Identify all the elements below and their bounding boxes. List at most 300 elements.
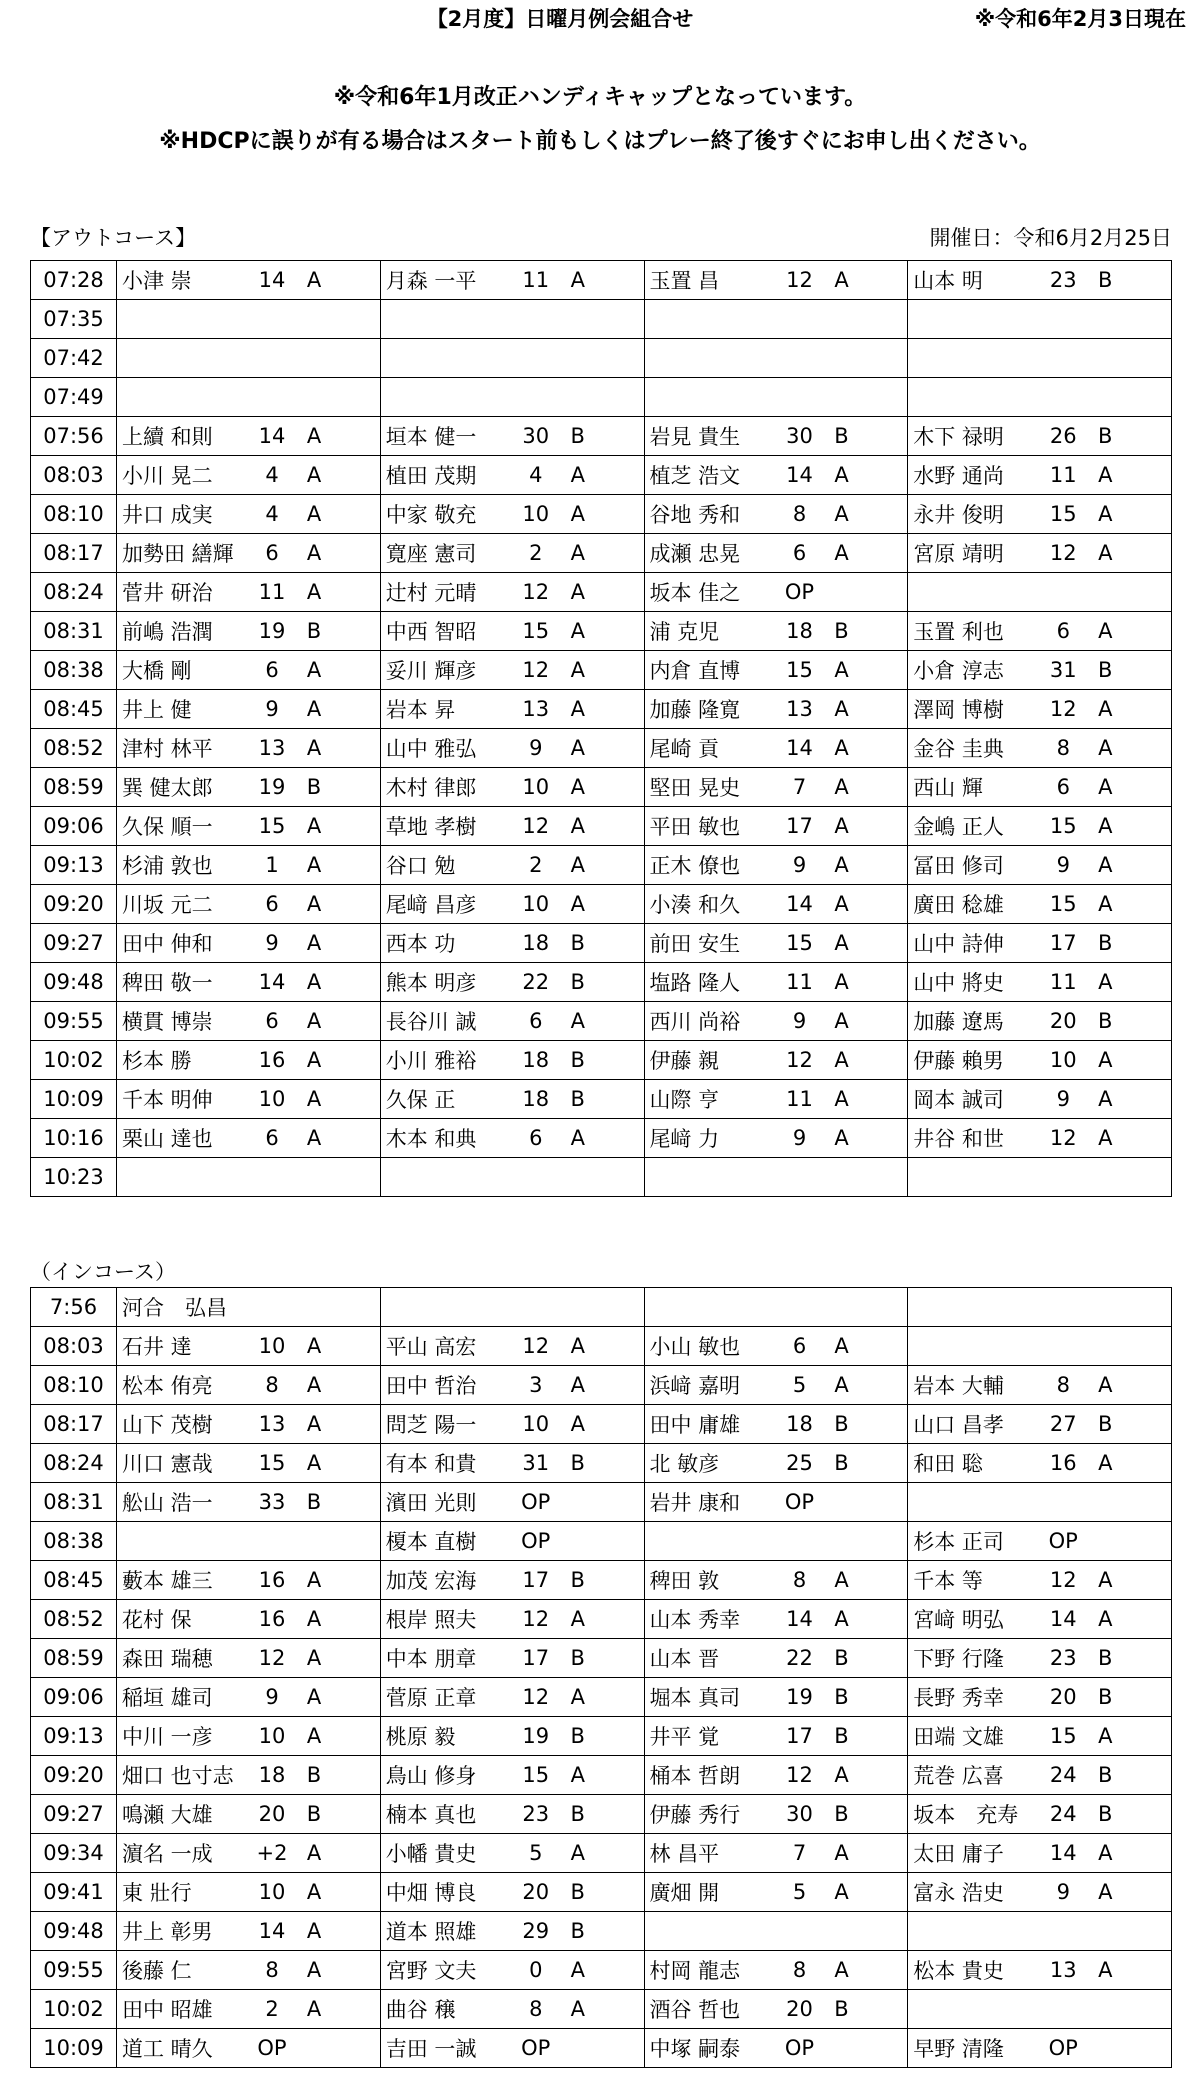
player-name: 月森 一平 (385, 269, 477, 293)
table-row (31, 1756, 1172, 1795)
player-name: 濵名 一成 (122, 1842, 213, 1866)
player-slot (380, 1158, 644, 1197)
player-handicap: 18 (522, 1087, 550, 1111)
player-name: 舩山 浩一 (122, 1491, 213, 1515)
player-name: 廣畑 開 (649, 1881, 720, 1905)
player-class: A (570, 1607, 585, 1631)
player-slot (117, 1158, 381, 1197)
table-row (31, 1119, 1172, 1158)
player-name: 畑口 也寸志 (122, 1764, 234, 1788)
player-slot (644, 690, 908, 729)
player-name: 小川 雅裕 (385, 1049, 477, 1073)
player-slot (644, 1990, 908, 2029)
player-slot (908, 1756, 1172, 1795)
table-row (31, 1795, 1172, 1834)
tee-time: 08:52 (31, 1600, 117, 1639)
player-class: A (834, 1009, 849, 1033)
player-class: A (306, 1048, 322, 1072)
event-date: 開催日：令和6月2月25日 (929, 226, 1172, 250)
table-row (31, 1522, 1172, 1561)
player-handicap: OP (784, 1490, 815, 1514)
player-handicap: 16 (1049, 1451, 1077, 1475)
player-class: A (834, 268, 849, 292)
player-class: A (306, 1607, 322, 1631)
player-handicap: OP (1048, 2036, 1078, 2060)
player-handicap: 6 (529, 1009, 543, 1033)
player-name: 金嶋 正人 (913, 815, 1004, 839)
player-handicap: 27 (1049, 1412, 1077, 1436)
player-name: 山中 詩伸 (913, 932, 1004, 956)
player-handicap: +2 (256, 1841, 288, 1865)
player-handicap: 12 (522, 1334, 550, 1358)
player-class: A (306, 268, 322, 292)
player-name: 伊藤 親 (649, 1049, 720, 1073)
player-slot (117, 456, 381, 495)
player-slot (380, 729, 644, 768)
player-slot (908, 807, 1172, 846)
player-slot (117, 807, 381, 846)
player-handicap: 8 (1056, 1373, 1070, 1397)
player-slot (644, 1002, 908, 1041)
tee-time: 09:13 (31, 846, 117, 885)
player-slot (380, 1405, 644, 1444)
player-class: A (570, 736, 585, 760)
player-handicap: 8 (1056, 736, 1070, 760)
player-name: 尾崎 貢 (649, 737, 720, 761)
player-name: 中川 一彦 (122, 1725, 213, 1749)
player-name: 大橋 剛 (122, 659, 192, 683)
player-class: A (570, 814, 585, 838)
player-handicap: 15 (258, 1451, 286, 1475)
player-name: 山下 茂樹 (122, 1413, 213, 1437)
player-slot (380, 456, 644, 495)
player-class: A (570, 268, 585, 292)
player-name: 菅原 正章 (385, 1686, 477, 1710)
player-name: 下野 行隆 (913, 1647, 1004, 1671)
player-name: 吉田 一誠 (385, 2037, 477, 2061)
player-slot (117, 924, 381, 963)
player-slot (380, 1678, 644, 1717)
player-slot (908, 1041, 1172, 1080)
player-class: A (1098, 1451, 1113, 1475)
player-class: B (570, 1451, 585, 1475)
player-class: B (1098, 931, 1113, 955)
player-slot (908, 1951, 1172, 1990)
player-class: B (834, 1997, 849, 2021)
player-name: 前田 安生 (649, 932, 741, 956)
player-handicap: 15 (258, 814, 286, 838)
player-handicap: 9 (792, 1009, 807, 1033)
tee-time: 08:38 (31, 1522, 117, 1561)
player-handicap: 10 (258, 1087, 286, 1111)
player-handicap: 9 (1056, 1087, 1070, 1111)
player-name: 廣田 稔雄 (913, 893, 1004, 917)
player-name: 酒谷 哲也 (649, 1998, 741, 2022)
player-handicap: 12 (522, 1685, 550, 1709)
table-row (31, 1327, 1172, 1366)
player-name: 小津 崇 (122, 269, 192, 293)
player-class: A (306, 658, 322, 682)
player-class: A (834, 1841, 849, 1865)
player-slot (644, 573, 908, 612)
player-handicap: 12 (1049, 1126, 1077, 1150)
tee-time: 08:10 (31, 1366, 117, 1405)
player-slot (117, 1561, 381, 1600)
player-class: A (570, 658, 585, 682)
player-name: 楠本 真也 (385, 1803, 477, 1827)
player-slot (644, 612, 908, 651)
tee-time: 09:55 (31, 1002, 117, 1041)
player-handicap: 14 (786, 736, 813, 760)
player-class: A (1098, 775, 1113, 799)
player-slot (908, 690, 1172, 729)
player-class: A (834, 892, 849, 916)
player-slot (908, 1639, 1172, 1678)
player-handicap: 1 (265, 853, 279, 877)
player-handicap: 14 (258, 970, 286, 994)
player-class: A (1098, 502, 1113, 526)
player-handicap: 10 (1049, 1048, 1077, 1072)
player-name: 曲谷 穣 (385, 1998, 456, 2022)
player-handicap: 22 (522, 970, 550, 994)
tee-time: 08:52 (31, 729, 117, 768)
player-name: 山口 昌孝 (913, 1413, 1004, 1437)
player-name: 中塚 嗣泰 (649, 2037, 741, 2061)
player-class: A (1098, 1048, 1113, 1072)
tee-time: 08:17 (31, 534, 117, 573)
player-slot (117, 1951, 381, 1990)
player-class: B (834, 619, 849, 643)
player-class: A (306, 1646, 322, 1670)
player-name: 加勢田 繕輝 (122, 542, 234, 566)
player-handicap: 15 (786, 658, 813, 682)
player-handicap: 8 (265, 1373, 279, 1397)
player-name: 堅田 晃史 (649, 776, 741, 800)
player-handicap: 20 (786, 1997, 813, 2021)
player-name: 井上 健 (122, 698, 192, 722)
player-slot (644, 417, 908, 456)
player-handicap: 15 (1049, 502, 1077, 526)
player-slot (117, 534, 381, 573)
player-class: A (306, 1412, 322, 1436)
player-name: 水野 通尚 (913, 464, 1004, 488)
player-handicap: 16 (258, 1607, 286, 1631)
player-class: A (834, 1880, 849, 1904)
player-handicap: 20 (258, 1802, 286, 1826)
player-name: 井谷 和世 (913, 1127, 1004, 1151)
player-slot (117, 1795, 381, 1834)
player-slot (380, 690, 644, 729)
player-slot (644, 1041, 908, 1080)
player-slot (644, 1717, 908, 1756)
player-handicap: 9 (265, 1685, 279, 1709)
player-name: 稗田 敬一 (122, 971, 213, 995)
player-handicap: 31 (522, 1451, 550, 1475)
player-class: B (570, 970, 585, 994)
player-class: A (834, 1334, 849, 1358)
player-handicap: 29 (522, 1919, 550, 1943)
handicap-notice: ※令和6年1月改正ハンディキャップとなっています。 (333, 85, 867, 110)
table-row (31, 1717, 1172, 1756)
player-class: A (306, 1087, 322, 1111)
player-class: A (306, 580, 322, 604)
player-name: 東 壯行 (122, 1881, 192, 1905)
player-handicap: 6 (265, 1126, 279, 1150)
player-class: B (306, 619, 322, 643)
player-name: 稗田 敦 (649, 1569, 720, 1593)
player-slot (117, 768, 381, 807)
player-slot (380, 1951, 644, 1990)
player-class: A (570, 463, 585, 487)
table-row (31, 1444, 1172, 1483)
player-handicap: 6 (792, 541, 807, 565)
player-handicap: 19 (522, 1724, 550, 1748)
player-slot (380, 2029, 644, 2068)
table-row (31, 534, 1172, 573)
player-class: A (570, 541, 585, 565)
player-slot (644, 807, 908, 846)
table-row (31, 1158, 1172, 1197)
player-class: A (834, 1607, 849, 1631)
player-handicap: 19 (258, 619, 286, 643)
player-name: 有本 和貴 (385, 1452, 477, 1476)
player-slot (117, 1119, 381, 1158)
player-handicap: 6 (1056, 619, 1070, 643)
player-class: B (834, 1646, 849, 1670)
player-slot (380, 300, 644, 339)
player-handicap: 12 (522, 580, 550, 604)
player-name: 後藤 仁 (122, 1959, 192, 1983)
player-name: 加藤 隆寛 (649, 698, 741, 722)
table-row (31, 339, 1172, 378)
player-slot (380, 1444, 644, 1483)
table-row (31, 768, 1172, 807)
player-slot (644, 1288, 908, 1327)
player-name: 平田 敏也 (649, 815, 741, 839)
player-class: A (1098, 697, 1113, 721)
player-handicap: 12 (1049, 541, 1077, 565)
player-class: A (306, 1880, 322, 1904)
player-handicap: OP (257, 2036, 287, 2060)
player-class: B (834, 1685, 849, 1709)
out-course-label: 【アウトコース】 (30, 226, 197, 250)
player-slot (380, 1600, 644, 1639)
player-name: 田中 昭雄 (122, 1998, 213, 2022)
player-slot (117, 339, 381, 378)
player-handicap: 12 (522, 814, 550, 838)
player-class: A (306, 931, 322, 955)
player-slot (908, 1678, 1172, 1717)
tee-time: 08:59 (31, 768, 117, 807)
player-name: 中畑 博良 (385, 1881, 477, 1905)
player-slot (644, 378, 908, 417)
player-slot (644, 1561, 908, 1600)
player-handicap: 6 (265, 541, 279, 565)
player-name: 植芝 浩文 (649, 464, 741, 488)
player-class: A (834, 736, 849, 760)
player-handicap: 5 (792, 1880, 807, 1904)
table-row (31, 1600, 1172, 1639)
player-slot (380, 963, 644, 1002)
player-slot (380, 846, 644, 885)
player-handicap: 11 (1049, 463, 1077, 487)
player-handicap: OP (784, 2036, 815, 2060)
player-handicap: 9 (1056, 853, 1070, 877)
player-class: A (306, 1334, 322, 1358)
player-handicap: 18 (786, 619, 813, 643)
player-handicap: 10 (522, 1412, 550, 1436)
player-slot (644, 1444, 908, 1483)
player-slot (117, 651, 381, 690)
player-handicap: 15 (1049, 1724, 1077, 1748)
player-name: 桃原 毅 (385, 1725, 456, 1749)
player-slot (644, 1756, 908, 1795)
player-name: 松本 侑亮 (122, 1374, 213, 1398)
player-name: 浦 克児 (649, 620, 720, 644)
player-name: 鳴瀬 大雄 (122, 1803, 213, 1827)
player-slot (117, 1444, 381, 1483)
player-handicap: 8 (529, 1997, 543, 2021)
as-of-date: ※令和6年2月3日現在 (974, 7, 1186, 31)
tee-time: 7:56 (31, 1288, 117, 1327)
player-slot (908, 1288, 1172, 1327)
player-slot (644, 846, 908, 885)
player-class: A (306, 970, 322, 994)
player-class: A (834, 1373, 849, 1397)
player-class: A (570, 1009, 585, 1033)
player-name: 川坂 元二 (122, 893, 213, 917)
player-handicap: 8 (792, 1958, 807, 1982)
player-class: B (1098, 424, 1113, 448)
player-slot (380, 1717, 644, 1756)
player-slot (644, 1951, 908, 1990)
table-row (31, 378, 1172, 417)
table-row (31, 690, 1172, 729)
player-class: A (834, 463, 849, 487)
player-handicap: 10 (258, 1334, 286, 1358)
player-slot (644, 1912, 908, 1951)
player-slot (644, 1600, 908, 1639)
player-handicap: 2 (265, 1997, 279, 2021)
player-slot (117, 1483, 381, 1522)
player-handicap: 11 (522, 268, 550, 292)
player-class: A (570, 1997, 585, 2021)
player-slot (117, 495, 381, 534)
player-handicap: 9 (792, 1126, 807, 1150)
player-handicap: 9 (265, 697, 279, 721)
player-class: A (306, 1373, 322, 1397)
player-handicap: 14 (786, 463, 813, 487)
player-class: B (570, 1724, 585, 1748)
player-name: 久保 順一 (122, 815, 213, 839)
hdcp-error-notice: ※HDCPに誤りが有る場合はスタート前もしくはプレー終了後すぐにお申し出ください。 (159, 129, 1041, 154)
table-row (31, 1951, 1172, 1990)
tee-time: 08:31 (31, 612, 117, 651)
player-slot (117, 1600, 381, 1639)
player-class: A (570, 1763, 585, 1787)
tee-time: 08:59 (31, 1639, 117, 1678)
player-name: 寛座 憲司 (385, 542, 477, 566)
tee-time: 10:09 (31, 2029, 117, 2068)
player-slot (908, 846, 1172, 885)
tee-time: 08:24 (31, 1444, 117, 1483)
player-name: 小倉 淳志 (913, 659, 1004, 683)
player-class: A (306, 1126, 322, 1150)
player-class: B (306, 775, 322, 799)
player-slot (380, 1327, 644, 1366)
player-slot (117, 963, 381, 1002)
player-slot (380, 1834, 644, 1873)
player-handicap: 4 (265, 463, 279, 487)
player-slot (117, 1990, 381, 2029)
player-handicap: 31 (1049, 658, 1077, 682)
table-row (31, 300, 1172, 339)
player-slot (644, 1119, 908, 1158)
player-class: A (1098, 1607, 1113, 1631)
tee-time: 08:38 (31, 651, 117, 690)
player-slot (908, 495, 1172, 534)
player-name: 北 敏彦 (649, 1452, 720, 1476)
player-slot (908, 1080, 1172, 1119)
player-handicap: 11 (1049, 970, 1077, 994)
player-class: A (306, 1568, 322, 1592)
player-class: B (1098, 1685, 1113, 1709)
player-class: A (834, 1126, 849, 1150)
player-name: 富永 浩史 (913, 1881, 1004, 1905)
player-handicap: 13 (258, 736, 286, 760)
tee-time: 09:13 (31, 1717, 117, 1756)
player-slot (380, 1990, 644, 2029)
player-handicap: 6 (265, 658, 279, 682)
player-slot (908, 768, 1172, 807)
player-class: A (1098, 853, 1113, 877)
player-name: 川口 憲哉 (122, 1452, 213, 1476)
player-handicap: 24 (1049, 1802, 1077, 1826)
player-handicap: 20 (1049, 1009, 1077, 1033)
player-class: A (834, 658, 849, 682)
player-class: A (1098, 619, 1113, 643)
player-slot (644, 1678, 908, 1717)
table-row (31, 612, 1172, 651)
player-name: 村岡 龍志 (649, 1959, 741, 1983)
player-name: 内倉 直博 (649, 659, 741, 683)
player-slot (908, 1873, 1172, 1912)
player-slot (117, 2029, 381, 2068)
player-class: A (306, 1841, 322, 1865)
tee-time: 07:35 (31, 300, 117, 339)
player-handicap: 9 (265, 931, 279, 955)
player-class: B (570, 1048, 585, 1072)
player-slot (117, 1080, 381, 1119)
player-class: A (306, 814, 322, 838)
player-class: A (306, 736, 322, 760)
player-class: B (570, 424, 585, 448)
player-handicap: 2 (529, 853, 543, 877)
player-class: A (834, 1763, 849, 1787)
player-slot (380, 612, 644, 651)
player-class: B (1098, 1009, 1113, 1033)
tee-time: 08:17 (31, 1405, 117, 1444)
tee-time: 09:06 (31, 1678, 117, 1717)
player-slot (908, 1561, 1172, 1600)
player-slot (117, 378, 381, 417)
player-name: 伊藤 賴男 (913, 1049, 1004, 1073)
table-row (31, 846, 1172, 885)
player-class: A (570, 1126, 585, 1150)
table-row (31, 495, 1172, 534)
player-slot (644, 300, 908, 339)
player-class: A (570, 502, 585, 526)
